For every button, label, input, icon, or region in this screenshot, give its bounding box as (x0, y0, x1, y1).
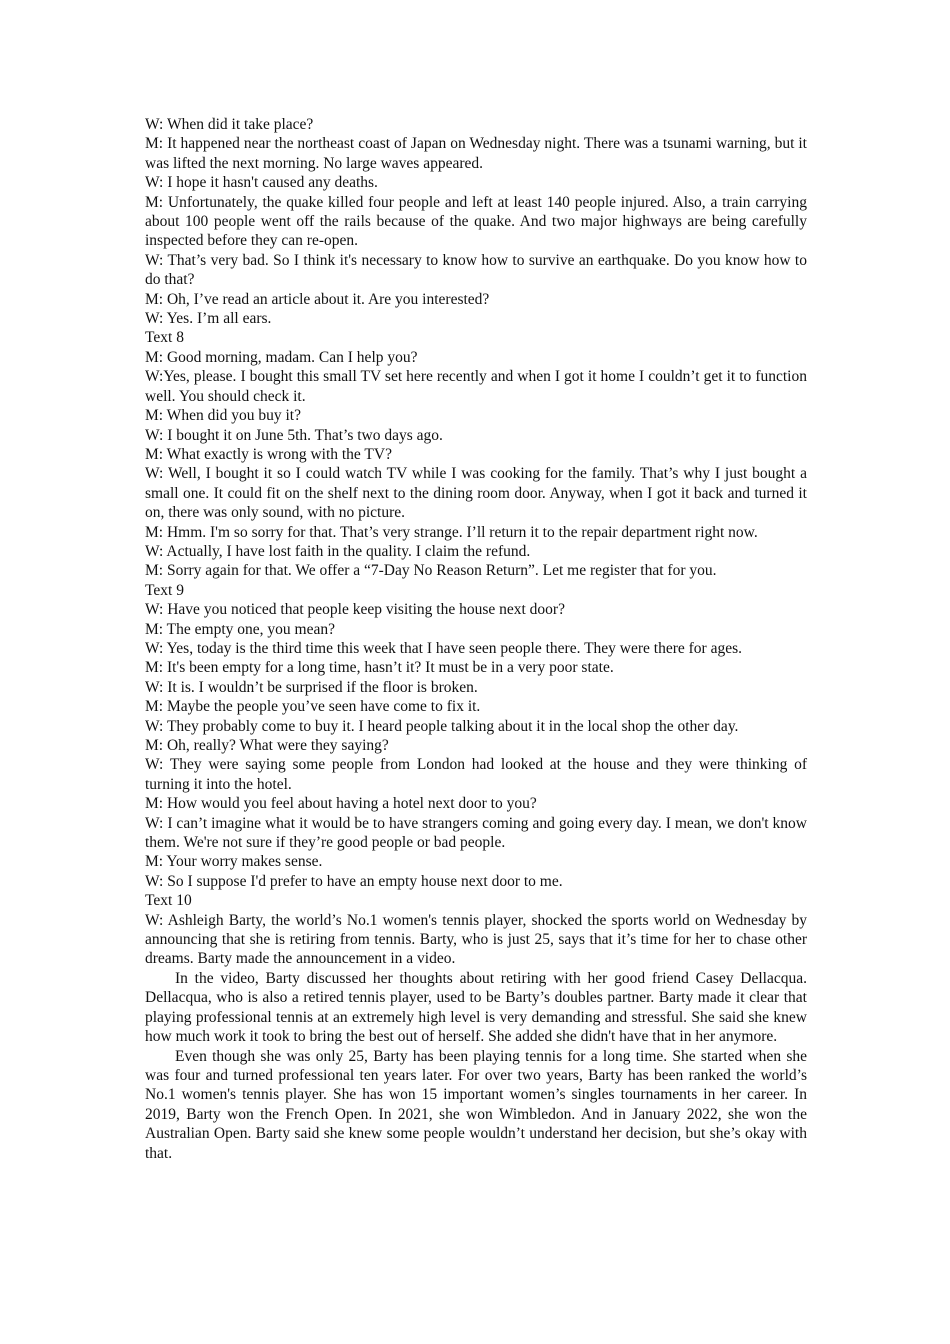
dialogue-line: W: Have you noticed that people keep visiting the house next door? (145, 601, 565, 619)
dialogue-line: W: Yes. I’m all ears. (145, 310, 272, 328)
dialogue-line: W:Yes, please. I bought this small TV set here recently and when I got it home I couldn’t get it to function well. You should check it. (145, 368, 807, 405)
dialogue-line: M: Maybe the people you’ve seen have come to fix it. (145, 698, 481, 716)
dialogue-line: W: That’s very bad. So I think it's necessary to know how to survive an earthquake. Do you know how to do that? (145, 251, 807, 289)
section-heading-text-10: Text 10 (145, 892, 192, 910)
passage-paragraph: In the video, Barty discussed her thoughts about retiring with her good friend Casey Dellacqua. Dellacqua, who is also a retired tennis player, used to be Barty’s doubles partner. Barty made it clear that playing professional tennis at an extremely high level is very demanding and stressful. She said she knew how much work it took to bring the best out of herself. She added she didn't have that in her anymore. (145, 969, 807, 1046)
dialogue-line: W: When did it take place? (145, 116, 314, 133)
dialogue-line: W: They were saying some people from London had looked at the house and they were thinking of turning it into the hotel. (145, 756, 807, 793)
dialogue-line: M: Good morning, madam. Can I help you? (145, 348, 418, 366)
section-heading-text-8: Text 8 (145, 329, 184, 347)
dialogue-line: M: Sorry again for that. We offer a “7-Day No Reason Return”. Let me register that for you. (145, 562, 717, 580)
dialogue-line: M: Your worry makes sense. (145, 853, 323, 871)
passage-paragraph: Even though she was only 25, Barty has been playing tennis for a long time. She started when she was four and turned professional ten years later. For over two years, Barty has been ranked the world’s No.1 women's tennis player. She has won 15 important women’s singles tournaments in her career. In 2019, Barty won the French Open. In 2021, she won Wimbledon. And in January 2022, she won the Australian Open. Barty said she knew some people wouldn’t understand her decision, but she’s okay with that. (145, 1047, 807, 1162)
dialogue-line: W: Actually, I have lost faith in the quality. I claim the refund. (145, 542, 531, 560)
dialogue-line: W: I can’t imagine what it would be to have strangers coming and going every day. I mean, we don't know them. We're not sure if they’re good people or bad people. (145, 814, 807, 852)
dialogue-line: M: How would you feel about having a hotel next door to you? (145, 795, 537, 813)
dialogue-line: W: Yes, today is the third time this week that I have seen people there. They were there for ages. (145, 639, 742, 657)
dialogue-line: W: I hope it hasn't caused any deaths. (145, 174, 378, 192)
dialogue-line: W: It is. I wouldn’t be surprised if the floor is broken. (145, 678, 478, 696)
dialogue-line: W: I bought it on June 5th. That’s two days ago. (145, 426, 443, 444)
dialogue-line: M: Unfortunately, the quake killed four people and left at least 140 people injured. Also, a train carrying about 100 people went off the rails because of the quake. And two major highways are being carefully inspected before they can re-open. (145, 193, 807, 250)
dialogue-line: W: Well, I bought it so I could watch TV while I was cooking for the family. That’s why I just bought a small one. It could fit on the shelf next to the dining room door. Anyway, when I got it back and turned it on, there was only sound, with no picture. (145, 465, 807, 522)
dialogue-line: M: It happened near the northeast coast of Japan on Wednesday night. There was a tsunami warning, but it was lifted the next morning. No large waves appeared. (145, 135, 807, 172)
section-heading-text-9: Text 9 (145, 581, 184, 599)
dialogue-line: M: When did you buy it? (145, 407, 301, 425)
dialogue-line: W: They probably come to buy it. I heard people talking about it in the local shop the other day. (145, 717, 739, 735)
dialogue-line: M: Oh, I’ve read an article about it. Are you interested? (145, 290, 490, 308)
dialogue-line: M: The empty one, you mean? (145, 620, 335, 638)
dialogue-line: M: Hmm. I'm so sorry for that. That’s very strange. I’ll return it to the repair department right now. (145, 523, 758, 541)
dialogue-line: M: It's been empty for a long time, hasn’t it? It must be in a very poor state. (145, 659, 614, 677)
dialogue-line: M: What exactly is wrong with the TV? (145, 445, 392, 463)
dialogue-line: W: So I suppose I'd prefer to have an empty house next door to me. (145, 872, 563, 890)
dialogue-line: M: Oh, really? What were they saying? (145, 737, 389, 754)
passage-paragraph: W: Ashleigh Barty, the world’s No.1 women's tennis player, shocked the sports world on Wednesday by announcing that she is retiring from tennis. Barty, who is just 25, says that it’s time for her to chase other dreams. Barty made the announcement in a video. (145, 911, 807, 968)
document-page (145, 115, 807, 1163)
